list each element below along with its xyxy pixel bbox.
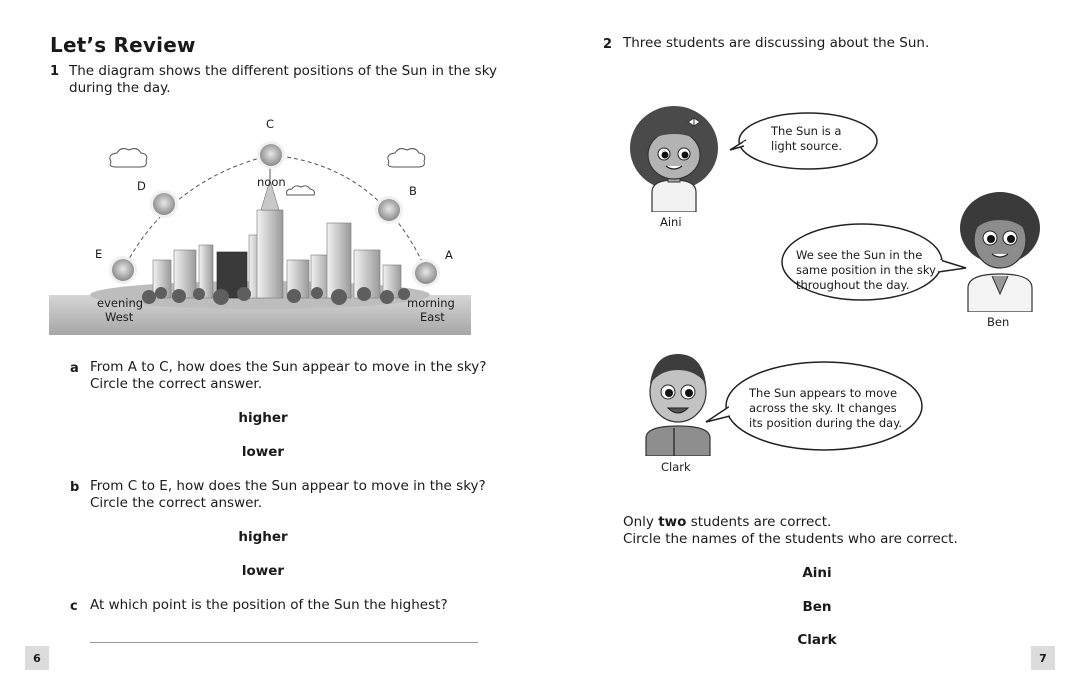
part-a-letter: a — [70, 361, 79, 376]
page-number-left: 6 — [25, 646, 49, 670]
option-clark[interactable]: Clark — [797, 632, 837, 648]
label-east: East — [420, 310, 445, 324]
part-a-instruction: Circle the correct answer. — [90, 376, 263, 392]
ben-caption: Ben — [987, 315, 1010, 329]
sun-position-d — [150, 190, 178, 218]
question-2-instruction-line1 — [623, 514, 831, 531]
option-aini[interactable]: Aini — [802, 565, 832, 581]
sun-position-e — [109, 256, 137, 284]
question-1-stem-line1: The diagram shows the different positions of the Sun in the sky — [69, 63, 498, 79]
part-b-option-higher[interactable]: higher — [238, 529, 288, 545]
sun-position-c — [257, 141, 285, 169]
label-noon: noon — [257, 175, 286, 189]
ben-avatar — [956, 186, 1044, 312]
clark-speech-line1: The Sun appears to move — [749, 386, 898, 400]
ben-speech-bubble — [780, 220, 968, 304]
instruction-prefix: Only — [623, 514, 659, 530]
question-2-instruction-line2: Circle the names of the students who are correct. — [623, 531, 958, 547]
ben-speech-line3: throughout the day. — [796, 278, 910, 292]
part-c-answer-line[interactable] — [90, 642, 478, 643]
aini-speech-line1: The Sun is a — [771, 124, 842, 138]
page-title: Let’s Review — [50, 33, 196, 57]
part-b-instruction: Circle the correct answer. — [90, 495, 263, 511]
part-b-option-lower[interactable]: lower — [241, 563, 285, 579]
part-a-option-lower[interactable]: lower — [241, 444, 285, 460]
label-e: E — [95, 247, 103, 261]
option-ben[interactable]: Ben — [802, 599, 832, 615]
aini-caption: Aini — [660, 215, 682, 229]
cloud-icon — [287, 186, 315, 195]
instruction-emphasis: two — [658, 514, 687, 530]
clark-speech-line3: its position during the day. — [749, 416, 903, 430]
clark-caption: Clark — [661, 460, 691, 474]
part-a-option-higher[interactable]: higher — [238, 410, 288, 426]
question-2-stem: Three students are discussing about the Sun. — [623, 35, 930, 51]
cloud-icon — [388, 149, 425, 167]
question-2-number: 2 — [603, 37, 613, 52]
aini-avatar — [626, 100, 722, 212]
label-c: C — [266, 117, 275, 131]
label-a: A — [445, 248, 453, 262]
label-b: B — [409, 184, 417, 198]
aini-speech-bubble — [728, 110, 880, 172]
clark-speech-bubble — [704, 358, 926, 458]
part-a-question: From A to C, how does the Sun appear to move in the sky? — [90, 359, 487, 375]
clark-speech-line2: across the sky. It changes — [749, 401, 897, 415]
label-morning: morning — [407, 296, 455, 310]
cloud-icon — [110, 149, 147, 167]
part-b-question: From C to E, how does the Sun appear to move in the sky? — [90, 478, 486, 494]
label-evening: evening — [97, 296, 144, 310]
question-1-stem-line2: during the day. — [69, 80, 171, 96]
ben-speech-line2: same position in the sky — [796, 263, 936, 277]
sun-position-b — [375, 196, 403, 224]
sun-position-a — [412, 259, 440, 287]
ben-speech-line1: We see the Sun in the — [796, 248, 923, 262]
aini-speech-line2: light source. — [771, 139, 842, 153]
part-c-letter: c — [70, 599, 78, 614]
sun-positions-diagram — [49, 110, 471, 335]
label-west: West — [105, 310, 134, 324]
page-number-right: 7 — [1031, 646, 1055, 670]
part-b-letter: b — [70, 480, 80, 495]
part-c-question: At which point is the position of the Sun the highest? — [90, 597, 448, 613]
instruction-suffix: students are correct. — [686, 514, 832, 530]
label-d: D — [137, 179, 146, 193]
question-1-number: 1 — [50, 64, 60, 79]
